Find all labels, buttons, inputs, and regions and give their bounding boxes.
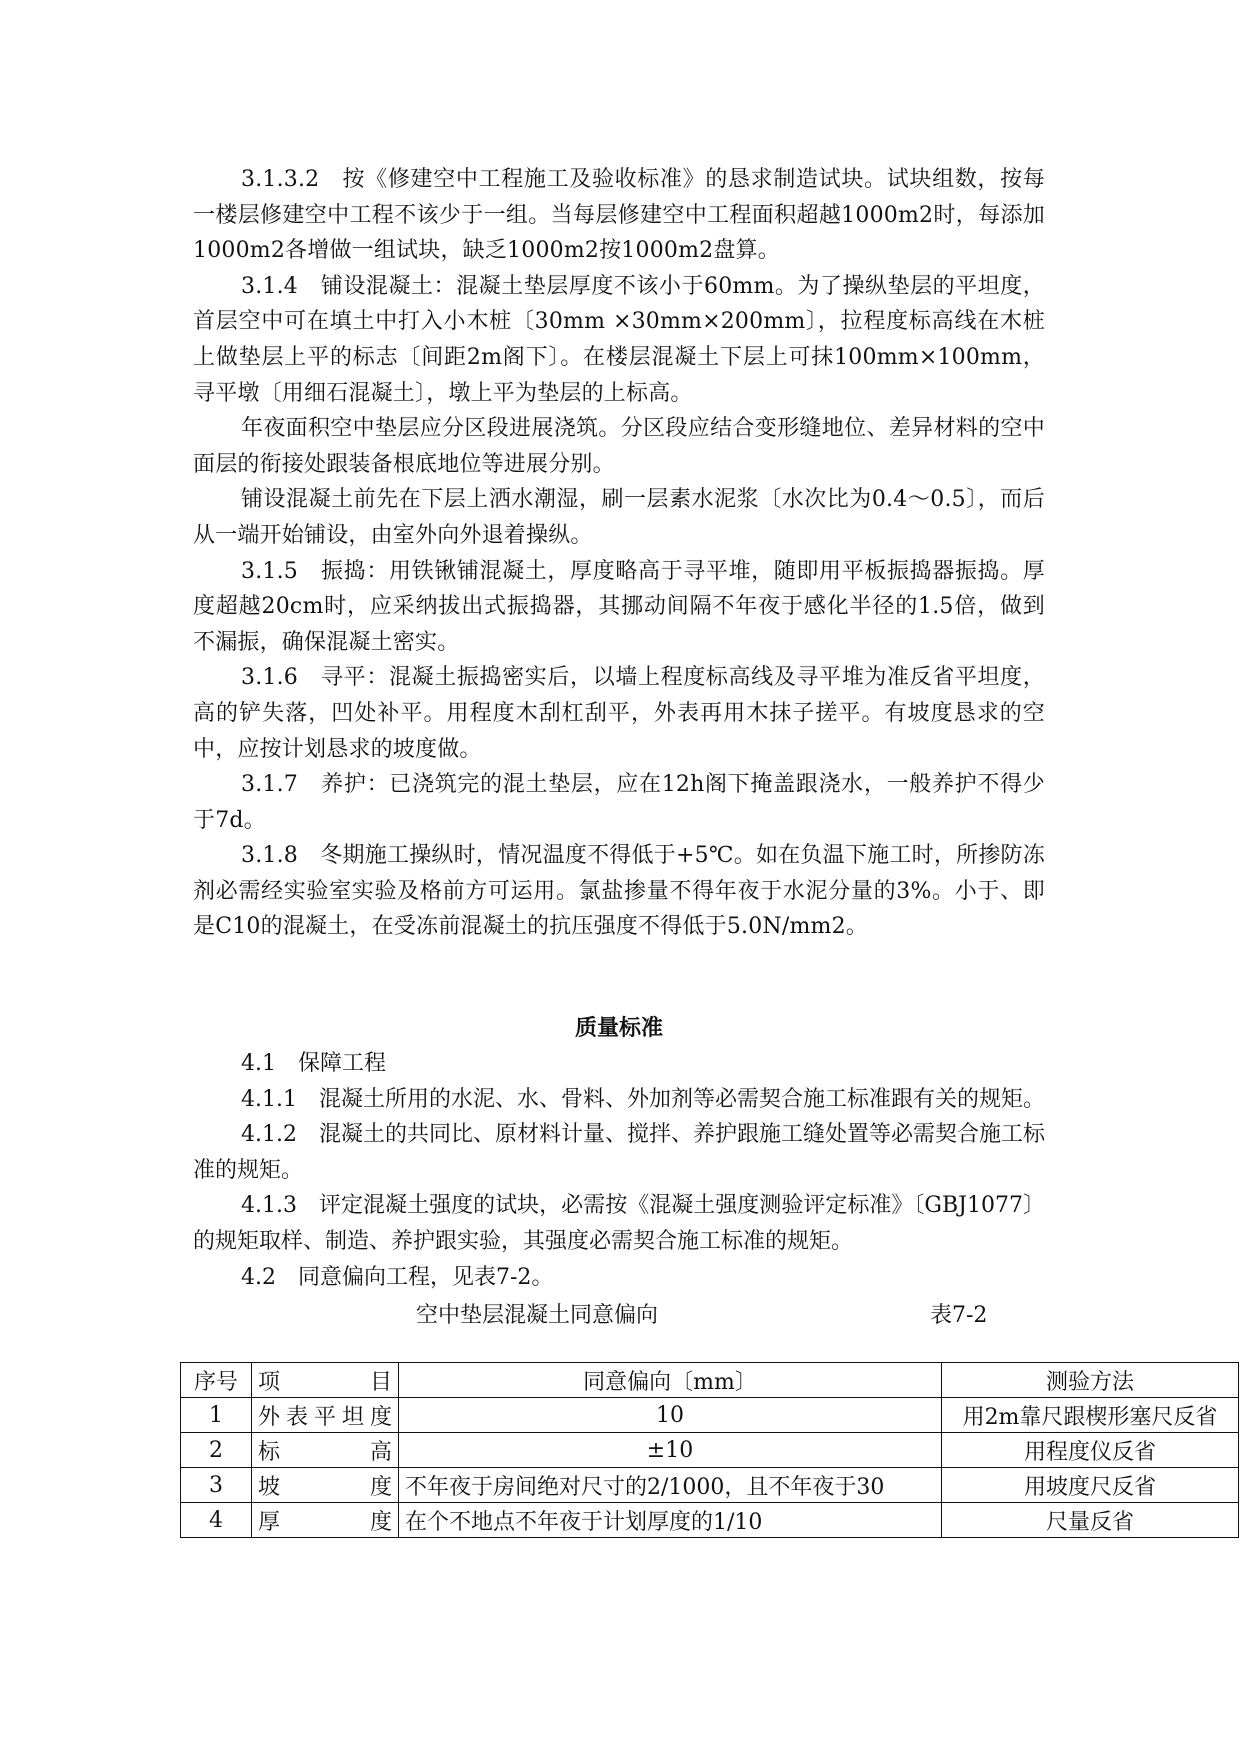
cell-item-label: 厚 度 xyxy=(258,1509,392,1535)
cell-no: 2 xyxy=(181,1433,252,1468)
paragraph-4-1-2: 4.1.2 混凝土的共同比、原材料计量、搅拌、养护跟施工缝处置等必需契合施工标准的规矩。 xyxy=(193,1122,1045,1183)
header-item-label: 项 目 xyxy=(258,1369,392,1395)
cell-method: 用2m靠尺跟楔形塞尺反省 xyxy=(942,1398,1239,1433)
cell-item xyxy=(252,1503,399,1538)
cell-deviation: 10 xyxy=(399,1398,942,1433)
cell-no: 3 xyxy=(181,1468,252,1503)
cell-item xyxy=(252,1468,399,1503)
header-item xyxy=(252,1363,399,1398)
header-serial-number: 序号 xyxy=(181,1363,252,1398)
table-title: 空中垫层混凝土同意偏向 xyxy=(416,1303,659,1328)
paragraph-3-1-5: 3.1.5 振捣：用铁锹铺混凝土，厚度略高于寻平堆，随即用平板振捣器振捣。厚度超越20cm时，应采纳拔出式振捣器，其挪动间隔不年夜于感化半径的1.5倍，做到不漏振，确保混凝土密实。 xyxy=(193,558,1045,655)
paragraph-4-1: 4.1 保障工程 xyxy=(241,1051,386,1076)
cell-deviation: ±10 xyxy=(399,1433,942,1468)
paragraph-pre-wetting: 铺设混凝土前先在下层上洒水潮湿，刷一层素水泥浆〔水次比为0.4～0.5〕，而后从一端开始铺设，由室外向外退着操纵。 xyxy=(193,487,1045,548)
table-header-row xyxy=(181,1363,1239,1398)
construction-procedure-section xyxy=(193,162,1045,945)
paragraph-large-area-pouring: 年夜面积空中垫层应分区段进展浇筑。分区段应结合变形缝地位、差异材料的空中面层的衔接处跟装备根底地位等进展分别。 xyxy=(193,416,1045,477)
cell-item-label: 坡 度 xyxy=(258,1474,392,1500)
paragraph-3-1-7: 3.1.7 养护：已浇筑完的混土垫层，应在12h阁下掩盖跟浇水，一般养护不得少于7d。 xyxy=(193,772,1045,833)
paragraph-4-1-3: 4.1.3 评定混凝土强度的试块，必需按《混凝土强度测验评定标准》〔GBJ1077〕的规矩取样、制造、养护跟实验，其强度必需契合施工标准的规矩。 xyxy=(193,1193,1045,1254)
table-caption xyxy=(180,1300,1241,1332)
table-row xyxy=(181,1433,1239,1468)
paragraph-4-1-1: 4.1.1 混凝土所用的水泥、水、骨料、外加剂等必需契合施工标准跟有关的规矩。 xyxy=(241,1086,1045,1112)
cell-method: 尺量反省 xyxy=(942,1503,1239,1538)
cell-deviation: 不年夜于房间绝对尺寸的2/1000，且不年夜于30 xyxy=(399,1468,942,1503)
cell-method: 用坡度尺反省 xyxy=(942,1468,1239,1503)
header-allowable-deviation: 同意偏向〔mm〕 xyxy=(399,1363,942,1398)
table-row xyxy=(181,1503,1239,1538)
paragraph-3-1-4: 3.1.4 铺设混凝土：混凝土垫层厚度不该小于60mm。为了操纵垫层的平坦度，首层空中可在填土中打入小木桩〔30mm ×30mm×200mm〕，拉程度标高线在木桩上做垫层上平的标志〔间距2m阁下〕。在楼层混凝土下层上可抹100mm×100mm，寻平墩〔用细石混凝土〕，墩上平为垫层的上标高。 xyxy=(193,273,1045,406)
table-number: 表7-2 xyxy=(930,1303,988,1328)
table-row xyxy=(181,1398,1239,1433)
header-test-method: 测验方法 xyxy=(942,1363,1239,1398)
paragraph-3-1-3-2: 3.1.3.2 按《修建空中工程施工及验收标准》的恳求制造试块。试块组数，按每一楼层修建空中工程不该少于一组。当每层修建空中工程面积超越1000m2时，每添加1000m2各增做一组试块，缺乏1000m2按1000m2盘算。 xyxy=(193,167,1045,264)
cell-method: 用程度仪反省 xyxy=(942,1433,1239,1468)
cell-item-label: 标 高 xyxy=(258,1439,392,1465)
cell-item xyxy=(252,1433,399,1468)
cell-deviation: 在个不地点不年夜于计划厚度的1/10 xyxy=(399,1503,942,1538)
cell-item-label: 外表平坦度 xyxy=(258,1404,392,1430)
cell-no: 4 xyxy=(181,1503,252,1538)
section-heading-quality-standard: 质量标准 xyxy=(574,1016,663,1041)
cell-item xyxy=(252,1398,399,1433)
paragraph-3-1-6: 3.1.6 寻平：混凝土振捣密实后，以墙上程度标高线及寻平堆为准反省平坦度，高的铲失落，凹处补平。用程度木刮杠刮平，外表再用木抹子搓平。有坡度恳求的空中，应按计划恳求的坡度做。 xyxy=(193,665,1045,762)
allowable-deviation-table xyxy=(180,1362,1239,1538)
quality-standard-section xyxy=(193,1046,1045,1295)
table-row xyxy=(181,1468,1239,1503)
paragraph-3-1-8: 3.1.8 冬期施工操纵时，情况温度不得低于+5℃。如在负温下施工时，所掺防冻剂必需经实验室实验及格前方可运用。氯盐掺量不得年夜于水泥分量的3%。小于、即是C10的混凝土，在受冻前混凝土的抗压强度不得低于5.0N/mm2。 xyxy=(193,843,1045,940)
paragraph-4-2: 4.2 同意偏向工程，见表7-2。 xyxy=(241,1264,554,1290)
cell-no: 1 xyxy=(181,1398,252,1433)
